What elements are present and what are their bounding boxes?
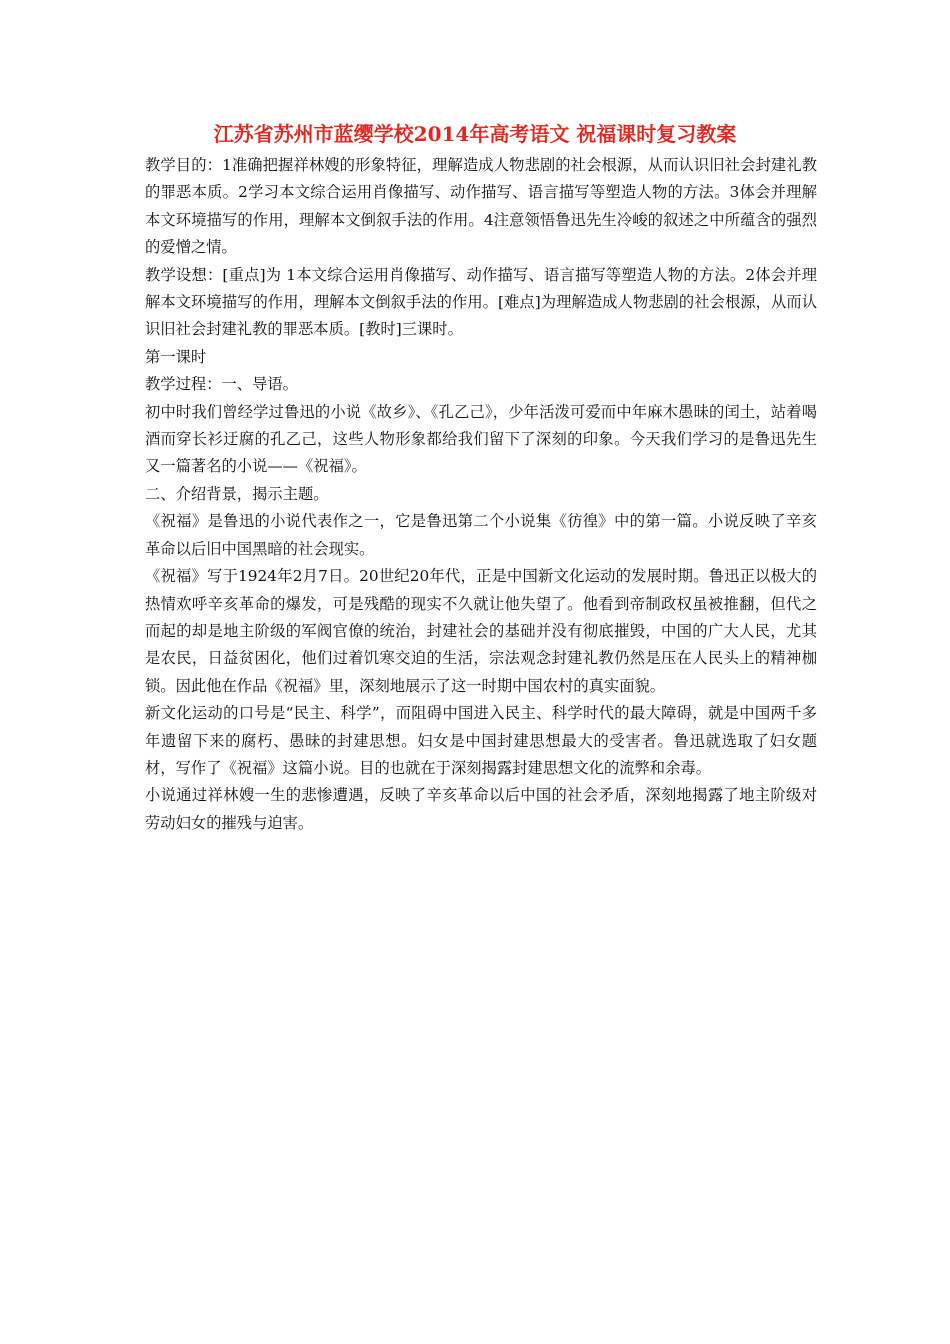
document-title: 江苏省苏州市蓝缨学校2014年高考语文 祝福课时复习教案: [213, 122, 737, 146]
document-body: [145, 152, 817, 837]
paragraph-theme: 小说通过祥林嫂一生的悲惨遭遇，反映了辛亥革命以后中国的社会矛盾，深刻地揭露了地主阶级对劳动妇女的摧残与迫害。: [145, 786, 817, 832]
paragraph-teaching-plan: 教学设想：[重点]为 1本文综合运用肖像描写、动作描写、语言描写等塑造人物的方法。2体会并理解本文环境描写的作用，理解本文倒叙手法的作用。[难点]为理解造成人物悲剧的社会根源，从而认识旧社会封建礼教的罪恶本质。[教时]三课时。: [145, 265, 817, 339]
paragraph-teaching-goals: 教学目的：1准确把握祥林嫂的形象特征，理解造成人物悲剧的社会根源，从而认识旧社会封建礼教的罪恶本质。2学习本文综合运用肖像描写、动作描写、语言描写等塑造人物的方法。3体会并理解本文环境描写的作用，理解本文倒叙手法的作用。4注意领悟鲁迅先生冷峻的叙述之中所蕴含的强烈的爱憎之情。: [145, 156, 817, 257]
paragraph-first-lesson: 第一课时: [145, 347, 207, 366]
paragraph-new-culture-movement: 新文化运动的口号是“民主、科学”，而阻碍中国进入民主、科学时代的最大障碍，就是中国两千多年遗留下来的腐朽、愚昧的封建思想。妇女是中国封建思想最大的受害者。鲁迅就选取了妇女题材，写作了《祝福》这篇小说。目的也就在于深刻揭露封建思想文化的流弊和余毒。: [145, 704, 817, 777]
paragraph-background-heading: 二、介绍背景，揭示主题。: [145, 484, 329, 503]
paragraph-work-overview: 《祝福》是鲁迅的小说代表作之一，它是鲁迅第二个小说集《彷徨》中的第一篇。小说反映了辛亥革命以后旧中国黑暗的社会现实。: [145, 512, 817, 558]
paragraph-teaching-process: 教学过程：一、导语。: [145, 375, 298, 394]
paragraph-historical-background: 《祝福》写于1924年2月7日。20世纪20年代，正是中国新文化运动的发展时期。鲁迅正以极大的热情欢呼辛亥革命的爆发，可是残酷的现实不久就让他失望了。他看到帝制政权虽被推翻，但代之而起的却是地主阶级的军阀官僚的统治，封建社会的基础并没有彻底摧毁，中国的广大人民，尤其是农民，日益贫困化，他们过着饥寒交迫的生活，宗法观念封建礼教仍然是压在人民头上的精神枷锁。因此他在作品《祝福》里，深刻地展示了这一时期中国农村的真实面貌。: [145, 567, 817, 695]
paragraph-introduction: 初中时我们曾经学过鲁迅的小说《故乡》、《孔乙己》，少年活泼可爱而中年麻木愚昧的闰土，站着喝酒而穿长衫迂腐的孔乙己，这些人物形象都给我们留下了深刻的印象。今天我们学习的是鲁迅先生又一篇著名的小说——《祝福》。: [145, 402, 817, 476]
